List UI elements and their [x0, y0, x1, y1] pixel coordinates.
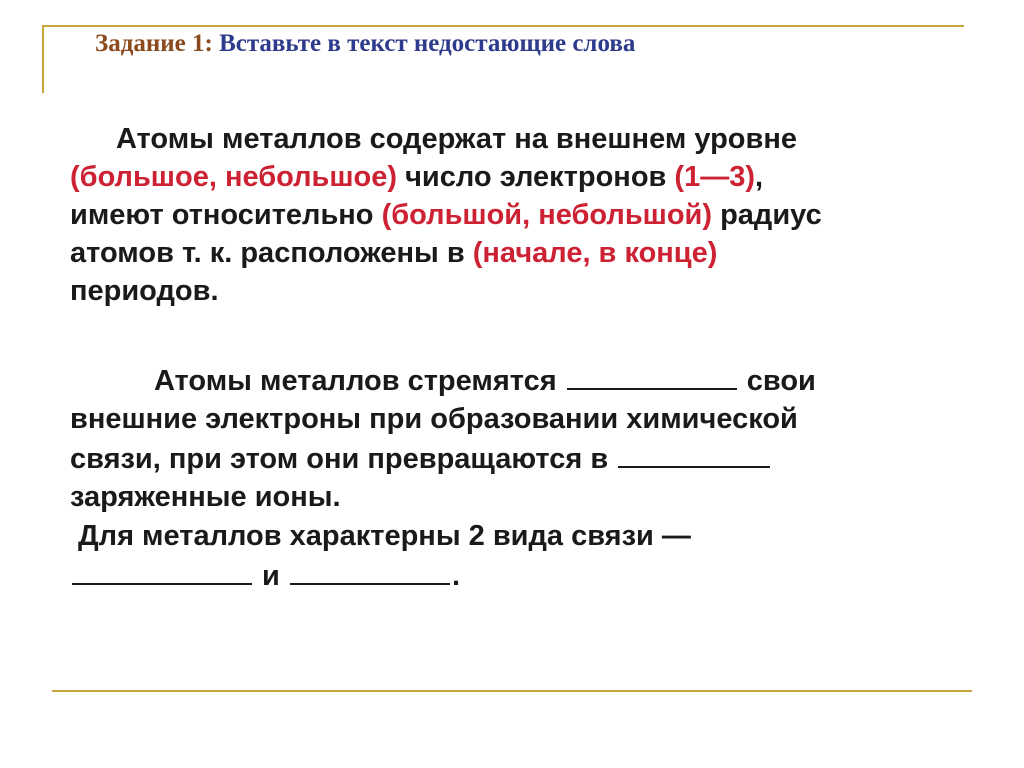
text: и [254, 560, 288, 592]
paragraph1-line2 [70, 158, 970, 196]
paragraph-bond-types [78, 517, 978, 595]
paragraph1-line5: периодов. [70, 275, 219, 307]
paragraph2-line3 [70, 438, 970, 478]
paragraph1-line3 [70, 196, 970, 234]
paragraph3-line1: Для металлов характерны 2 вида связи — [78, 520, 691, 552]
paragraph2-line1 [70, 360, 970, 400]
text: , [755, 161, 764, 193]
paragraph-metals-properties [70, 120, 970, 310]
text: связи, при этом они превращаются в [70, 443, 617, 475]
paragraph1-line4 [70, 234, 970, 272]
blank-field-3[interactable] [72, 555, 252, 585]
title-text: Вставьте в текст недостающие слова [219, 30, 636, 57]
text: имеют относительно [70, 199, 382, 231]
option-electron-count: (1—3) [674, 161, 755, 193]
blank-field-1[interactable] [567, 360, 737, 390]
text: число электронов [397, 161, 675, 193]
text: атомов т. к. расположены в [70, 237, 473, 269]
text: Атомы металлов стремятся [154, 365, 565, 397]
text: свои [738, 365, 816, 397]
slide-title [95, 30, 635, 58]
blank-field-4[interactable] [290, 555, 450, 585]
decorative-vertical-line [42, 25, 44, 93]
paragraph2-line2: внешние электроны при образовании химической [70, 403, 798, 435]
blank-field-2[interactable] [618, 438, 770, 468]
decorative-bottom-line [52, 690, 972, 692]
paragraph-electrons-ions [70, 360, 970, 516]
decorative-top-line [42, 25, 964, 27]
text: радиус [712, 199, 822, 231]
paragraph3-line2 [70, 555, 978, 595]
option-radius: (большой, небольшой) [381, 199, 713, 231]
title-prefix: Задание 1: [95, 30, 213, 57]
paragraph2-line4: заряженные ионы. [70, 481, 341, 513]
paragraph1-line1: Атомы металлов содержат на внешнем уровне [116, 123, 797, 155]
option-period-position: (начале, в конце) [472, 237, 718, 269]
text: . [451, 560, 461, 592]
option-number-electrons: (большое, небольшое) [70, 161, 398, 193]
